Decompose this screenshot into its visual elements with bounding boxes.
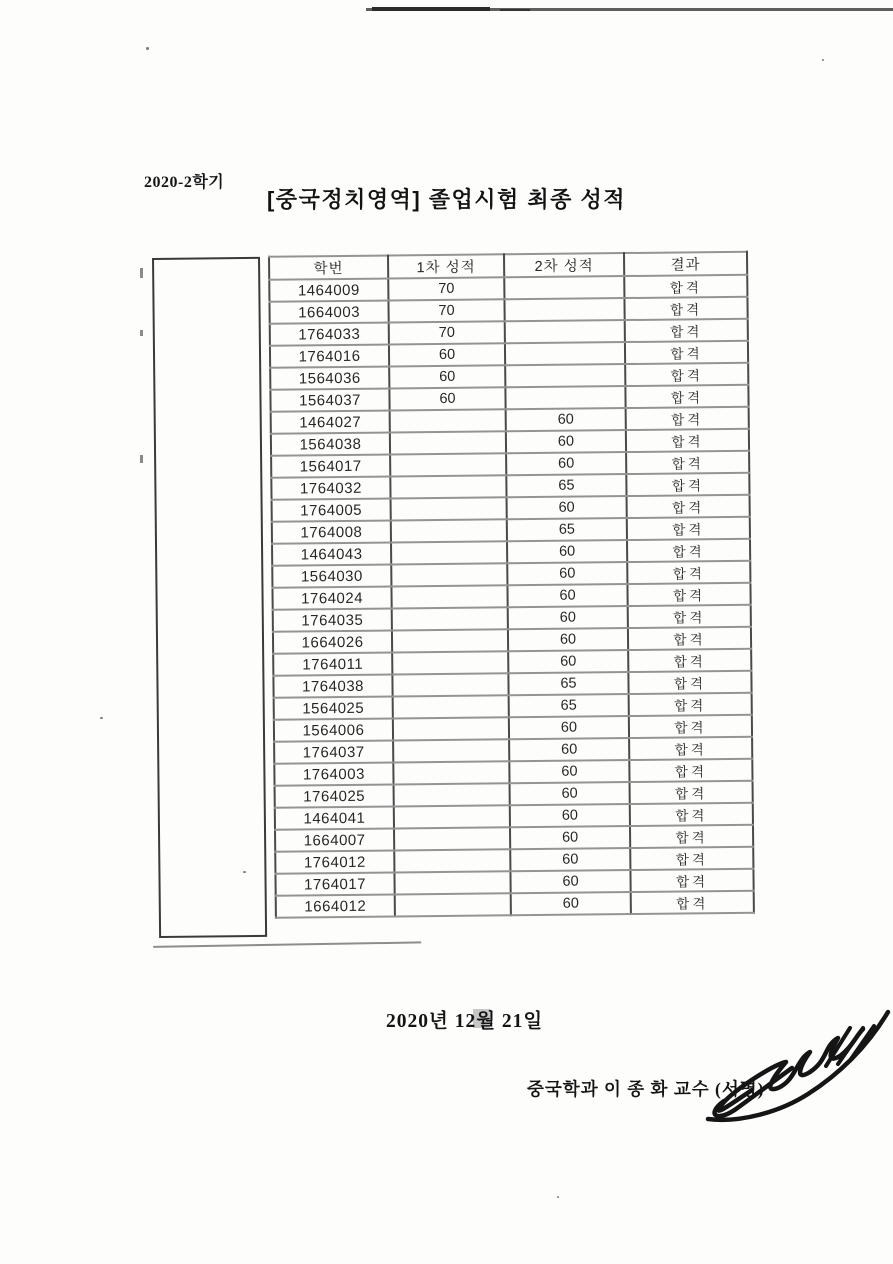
student-id-cell: 1564006 <box>274 719 393 742</box>
student-id-cell: 1564038 <box>271 433 390 456</box>
student-id-cell: 1564030 <box>272 565 391 588</box>
score2-cell: 60 <box>510 804 630 827</box>
result-cell: 합격 <box>625 341 748 364</box>
score2-cell: 60 <box>506 452 626 475</box>
student-id-cell: 1764011 <box>273 653 392 676</box>
score1-cell: 60 <box>389 387 505 410</box>
score1-cell <box>395 893 511 916</box>
result-cell: 합격 <box>626 407 749 430</box>
result-cell: 합격 <box>624 297 747 320</box>
result-cell: 합격 <box>630 781 753 804</box>
empty-left-box <box>152 257 267 938</box>
score1-cell <box>393 761 509 784</box>
score1-cell <box>392 629 508 652</box>
result-cell: 합격 <box>627 495 750 518</box>
score2-cell: 60 <box>507 496 627 519</box>
student-id-cell: 1564025 <box>274 697 393 720</box>
score2-cell: 60 <box>508 606 628 629</box>
score1-cell: 60 <box>389 343 505 366</box>
result-cell: 합격 <box>628 605 751 628</box>
score1-cell <box>392 607 508 630</box>
student-id-cell: 1464043 <box>272 543 391 566</box>
score1-cell <box>394 849 510 872</box>
score2-cell: 60 <box>506 408 626 431</box>
student-id-cell: 1764003 <box>274 763 393 786</box>
student-id-cell: 1764035 <box>273 609 392 632</box>
score1-cell <box>393 739 509 762</box>
score2-cell: 60 <box>510 848 630 871</box>
score2-cell: 60 <box>511 892 631 915</box>
student-id-cell: 1564036 <box>270 367 389 390</box>
student-id-cell: 1764037 <box>274 741 393 764</box>
table-row <box>276 891 754 918</box>
scan-warp-line <box>153 941 421 947</box>
score1-cell <box>391 585 507 608</box>
score2-cell <box>504 276 624 299</box>
result-cell: 합격 <box>627 539 750 562</box>
score2-cell: 60 <box>509 738 629 761</box>
score2-cell: 60 <box>507 540 627 563</box>
score2-cell: 65 <box>508 672 628 695</box>
score1-cell <box>394 783 510 806</box>
score1-cell <box>390 431 506 454</box>
score2-cell: 65 <box>506 474 626 497</box>
student-id-cell: 1664012 <box>276 894 395 917</box>
score1-cell <box>392 673 508 696</box>
score2-cell: 60 <box>509 760 629 783</box>
score1-cell: 70 <box>389 321 505 344</box>
score1-cell <box>391 519 507 542</box>
result-cell: 합격 <box>629 715 752 738</box>
score1-cell <box>394 827 510 850</box>
scan-speck <box>557 1196 559 1198</box>
student-id-cell: 1764025 <box>275 784 394 807</box>
score1-cell <box>391 563 507 586</box>
score1-cell <box>392 651 508 674</box>
signature-scribble-icon <box>700 1006 893 1124</box>
result-cell: 합격 <box>628 649 751 672</box>
result-cell: 합격 <box>626 473 749 496</box>
score1-cell <box>390 453 506 476</box>
result-cell: 합격 <box>629 693 752 716</box>
score2-cell: 60 <box>509 716 629 739</box>
header-score-1: 1차 성적 <box>388 254 504 278</box>
header-student-id: 학번 <box>269 256 388 280</box>
result-cell: 합격 <box>626 451 749 474</box>
result-cell: 합격 <box>624 275 747 298</box>
scan-edge-tick <box>140 330 143 336</box>
scanner-artifact-line-dark <box>372 7 490 11</box>
student-id-cell: 1464027 <box>271 411 390 434</box>
student-id-cell: 1764038 <box>273 675 392 698</box>
result-cell: 합격 <box>627 517 750 540</box>
result-cell: 합격 <box>630 847 753 870</box>
result-cell: 합격 <box>627 561 750 584</box>
result-cell: 합격 <box>625 319 748 342</box>
score1-cell <box>391 541 507 564</box>
result-cell: 합격 <box>628 671 751 694</box>
score1-cell: 70 <box>388 277 504 300</box>
semester-label: 2020-2학기 <box>144 174 225 191</box>
student-id-cell: 1764024 <box>272 587 391 610</box>
page-title: [중국정치영역] 졸업시험 최종 성적 <box>266 187 627 212</box>
score1-cell <box>393 717 509 740</box>
student-id-cell: 1664007 <box>275 828 394 851</box>
student-id-cell: 1664003 <box>269 301 388 324</box>
result-cell: 합격 <box>626 429 749 452</box>
score2-cell <box>505 364 625 387</box>
score1-cell <box>390 409 506 432</box>
result-cell: 합격 <box>630 825 753 848</box>
student-id-cell: 1764033 <box>270 323 389 346</box>
score2-cell: 60 <box>507 562 627 585</box>
score2-cell: 60 <box>508 650 628 673</box>
score1-cell <box>394 805 510 828</box>
student-id-cell: 1764008 <box>272 521 391 544</box>
score2-cell <box>504 298 624 321</box>
student-id-cell: 1764017 <box>275 872 394 895</box>
scan-speck <box>146 47 149 50</box>
score2-cell: 60 <box>507 584 627 607</box>
student-id-cell: 1764016 <box>270 345 389 368</box>
document-date: 2020년 12월 21일 <box>386 1011 544 1032</box>
scanner-artifact-dash <box>500 9 530 11</box>
student-id-cell: 1464041 <box>275 806 394 829</box>
signer-line: 중국학과 이 종 화 교수 (서명) <box>527 1079 765 1099</box>
score1-cell <box>393 695 509 718</box>
result-cell: 합격 <box>628 627 751 650</box>
student-id-cell: 1664026 <box>273 631 392 654</box>
score2-cell: 65 <box>507 518 627 541</box>
student-id-cell: 1464009 <box>269 279 388 302</box>
score2-cell: 60 <box>510 782 630 805</box>
result-cell: 합격 <box>630 869 753 892</box>
student-id-cell: 1564037 <box>270 389 389 412</box>
result-cell: 합격 <box>629 759 752 782</box>
result-cell: 합격 <box>625 385 748 408</box>
score1-cell <box>391 497 507 520</box>
header-result: 결과 <box>624 252 747 276</box>
grades-table-block <box>152 251 753 957</box>
score2-cell <box>505 342 625 365</box>
score1-cell <box>394 871 510 894</box>
result-cell: 합격 <box>631 891 754 914</box>
score2-cell <box>505 386 625 409</box>
student-id-cell: 1764032 <box>271 477 390 500</box>
scan-speck <box>822 59 824 61</box>
score1-cell: 70 <box>388 299 504 322</box>
score1-cell <box>390 475 506 498</box>
score2-cell: 60 <box>506 430 626 453</box>
scan-edge-tick <box>140 455 143 463</box>
grades-table-body <box>269 275 754 918</box>
score2-cell: 60 <box>510 870 630 893</box>
student-id-cell: 1764012 <box>275 850 394 873</box>
result-cell: 합격 <box>627 583 750 606</box>
result-cell: 합격 <box>630 803 753 826</box>
student-id-cell: 1764005 <box>272 499 391 522</box>
header-score-2: 2차 성적 <box>504 253 624 277</box>
result-cell: 합격 <box>625 363 748 386</box>
scan-speck <box>100 717 103 719</box>
score2-cell: 65 <box>509 694 629 717</box>
grades-table <box>268 251 755 919</box>
score1-cell: 60 <box>389 365 505 388</box>
score2-cell: 60 <box>508 628 628 651</box>
result-cell: 합격 <box>629 737 752 760</box>
score2-cell <box>505 320 625 343</box>
student-id-cell: 1564017 <box>271 455 390 478</box>
score2-cell: 60 <box>510 826 630 849</box>
scan-edge-tick <box>140 268 143 278</box>
